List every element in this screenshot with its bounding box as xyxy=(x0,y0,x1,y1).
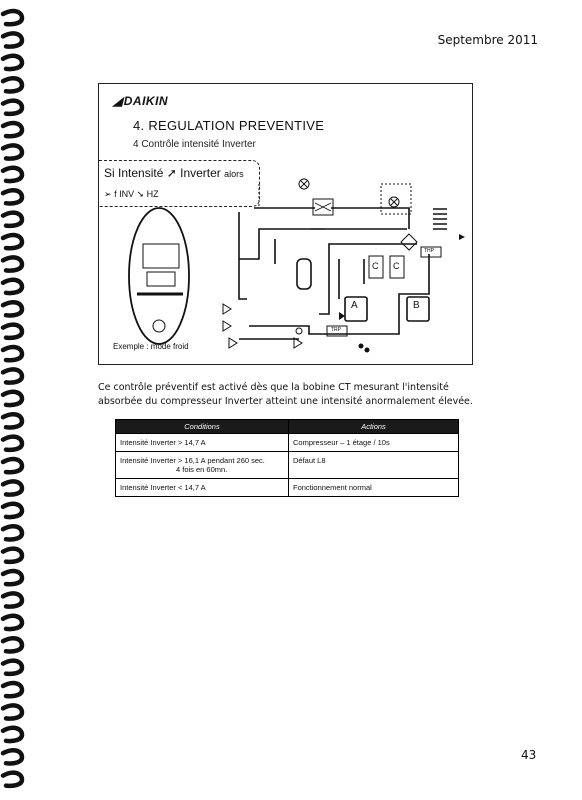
spiral-binding xyxy=(0,0,48,800)
condition-main: Intensité Inverter > 16,1 A pendant 260 sec. xyxy=(120,456,265,465)
arrow-down-icon: ➘ xyxy=(136,189,145,199)
label-compressor-b: B xyxy=(413,300,420,311)
figure-heading: 4. REGULATION PREVENTIVE xyxy=(133,118,325,133)
arrow-up-icon: ➚ xyxy=(166,166,177,180)
binding-loop xyxy=(3,392,22,405)
binding-loop xyxy=(3,235,22,248)
figure-example-caption: Exemple : mode froid xyxy=(113,342,189,351)
binding-loop xyxy=(3,347,22,360)
body-paragraph: Ce contrôle préventif est activé dès que la bobine CT mesurant l'intensité absorbée du compresseur Inverter atteint une intensité anormalement élevée. xyxy=(98,382,473,407)
table-header-actions: Actions xyxy=(289,420,459,434)
binding-loop xyxy=(3,571,22,584)
binding-loop xyxy=(3,11,22,24)
binding-loop xyxy=(3,593,22,606)
page-number: 43 xyxy=(521,748,537,762)
condition-callout xyxy=(99,160,260,207)
label-c2: C xyxy=(393,261,400,271)
label-trp: TRP xyxy=(331,327,341,333)
binding-loop xyxy=(3,56,22,69)
binding-loop xyxy=(3,683,22,696)
label-compressor-a: A xyxy=(351,300,358,311)
binding-loop xyxy=(3,325,22,338)
refrigerant-circuit-diagram xyxy=(99,84,472,364)
daikin-logo-icon: ◢ xyxy=(113,94,123,108)
table-header-conditions: Conditions xyxy=(116,420,289,434)
binding-loop xyxy=(3,437,22,450)
binding-loop xyxy=(3,190,22,203)
table-cell-condition: Intensité Inverter < 14,7 A xyxy=(116,479,289,497)
binding-loop xyxy=(3,257,22,270)
table-cell-action: Fonctionnement normal xyxy=(289,479,459,497)
binding-loop xyxy=(3,773,22,786)
binding-loop xyxy=(3,280,22,293)
callout-subject: Inverter xyxy=(180,166,221,180)
binding-loop xyxy=(3,459,22,472)
callout-consequence-1: f INV xyxy=(114,189,135,199)
binding-loop xyxy=(3,369,22,382)
binding-loop xyxy=(3,549,22,562)
callout-prefix: Si Intensité xyxy=(104,166,164,180)
callout-suffix: alors xyxy=(224,169,244,179)
table-cell-action: Défaut L8 xyxy=(289,452,459,479)
binding-loop xyxy=(3,638,22,651)
binding-loop xyxy=(3,168,22,181)
binding-loop xyxy=(3,616,22,629)
binding-loop xyxy=(3,750,22,763)
table-cell-condition xyxy=(116,452,289,479)
binding-loop xyxy=(3,526,22,539)
callout-consequence-2: HZ xyxy=(146,189,159,199)
table-row xyxy=(116,479,459,497)
table-row xyxy=(116,452,459,479)
conditions-table xyxy=(115,419,459,497)
binding-loop xyxy=(3,504,22,517)
binding-loop xyxy=(3,145,22,158)
table-cell-action: Compresseur – 1 étage / 10s xyxy=(289,434,459,452)
label-c1: C xyxy=(372,261,379,271)
header-date: Septembre 2011 xyxy=(437,33,538,47)
table-cell-condition: Intensité Inverter > 14,7 A xyxy=(116,434,289,452)
binding-loop xyxy=(3,661,22,674)
arrow-right-icon: ➢ xyxy=(104,189,112,199)
binding-loop xyxy=(3,123,22,136)
table-row xyxy=(116,434,459,452)
binding-loop xyxy=(3,33,22,46)
schematic-figure xyxy=(98,83,473,365)
binding-loop xyxy=(3,302,22,315)
table-header-row xyxy=(116,420,459,434)
binding-loop xyxy=(3,78,22,91)
condition-extra: 4 fois en 60mn. xyxy=(176,465,228,474)
label-thp: THP xyxy=(424,248,434,254)
binding-loop xyxy=(3,705,22,718)
binding-loop xyxy=(3,213,22,226)
binding-loop xyxy=(3,414,22,427)
binding-loop xyxy=(3,101,22,114)
daikin-logo: ◢DAIKIN xyxy=(113,94,169,108)
binding-loop xyxy=(3,728,22,741)
figure-subheading: 4 Contrôle intensité Inverter xyxy=(133,139,256,150)
binding-loop xyxy=(3,481,22,494)
